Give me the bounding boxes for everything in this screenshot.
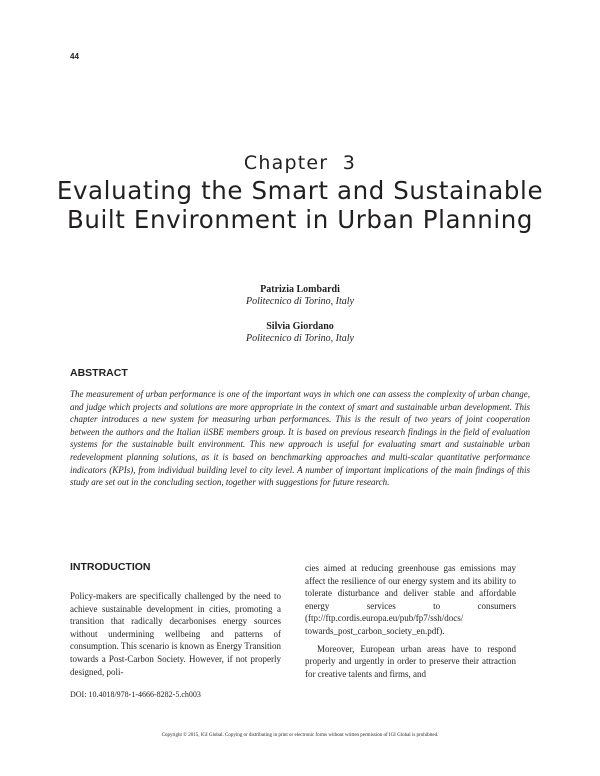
author-affiliation: Politecnico di Torino, Italy — [246, 333, 354, 344]
abstract-heading: ABSTRACT — [70, 367, 128, 379]
author-affiliation: Politecnico di Torino, Italy — [246, 296, 354, 307]
introduction-heading: INTRODUCTION — [70, 561, 151, 573]
abstract-text: The measurement of urban performance is one of the important ways in which one can assess the complexity of urban change, and judge which projects and solutions are more appropriate in the context of smart and sustainable urban development. This chapter introduces a new system for measuring urban performances. This is the result of two years of joint cooperation between the authors and the Italian iiSBE members group. It is based on previous research findings in the field of evaluation systems for the sustainable built environment. This new approach is useful for evaluating smart and sustainable urban redevelopment planning solutions, as it is based on benchmarking approaches and multi-scalar quantitative performance indicators (KPIs), from individual building level to city level. A number of important implications of the main findings of this study are set out in the concluding section, together with suggestions for future research. — [70, 389, 530, 488]
body-paragraph: Policy-makers are specifically challenged by the need to achieve sustainable development in cities, promoting a transition that radically decarbonises energy sources without undermining wellbeing and patterns of consumption. This scenario is known as Energy Transition towards a Post-Carbon Society. However, if not properly designed, poli- — [70, 591, 281, 677]
body-paragraph: cies aimed at reducing greenhouse gas emissions may affect the resilience of our energy system and its ability to tolerate disturbance and deliver stable and affordable energy services to consumers (ftp://ftp.cordis.europa.eu/pub/fp7/ssh/docs/ towards_post_carbon_society_en.pdf). — [305, 563, 516, 636]
author-name: Patrizia Lombardi — [260, 284, 340, 295]
left-column — [70, 590, 281, 678]
page-number: 44 — [70, 52, 79, 61]
chapter-label: Chapter 3 — [243, 152, 357, 174]
author-name: Silvia Giordano — [266, 321, 334, 332]
right-column — [305, 562, 516, 680]
copyright-notice: Copyright © 2015, IGI Global. Copying or distributing in print or electronic forms without written permission of IGI Global is prohibited. — [161, 733, 439, 738]
body-paragraph: Moreover, European urban areas have to respond properly and urgently in order to preserve their attraction for creative talents and firms, and — [305, 643, 516, 679]
doi-line: DOI: 10.4018/978-1-4666-8282-5.ch003 — [70, 690, 201, 699]
chapter-title: Evaluating the Smart and Sustainable Built Environment in Urban Planning — [56, 176, 544, 234]
